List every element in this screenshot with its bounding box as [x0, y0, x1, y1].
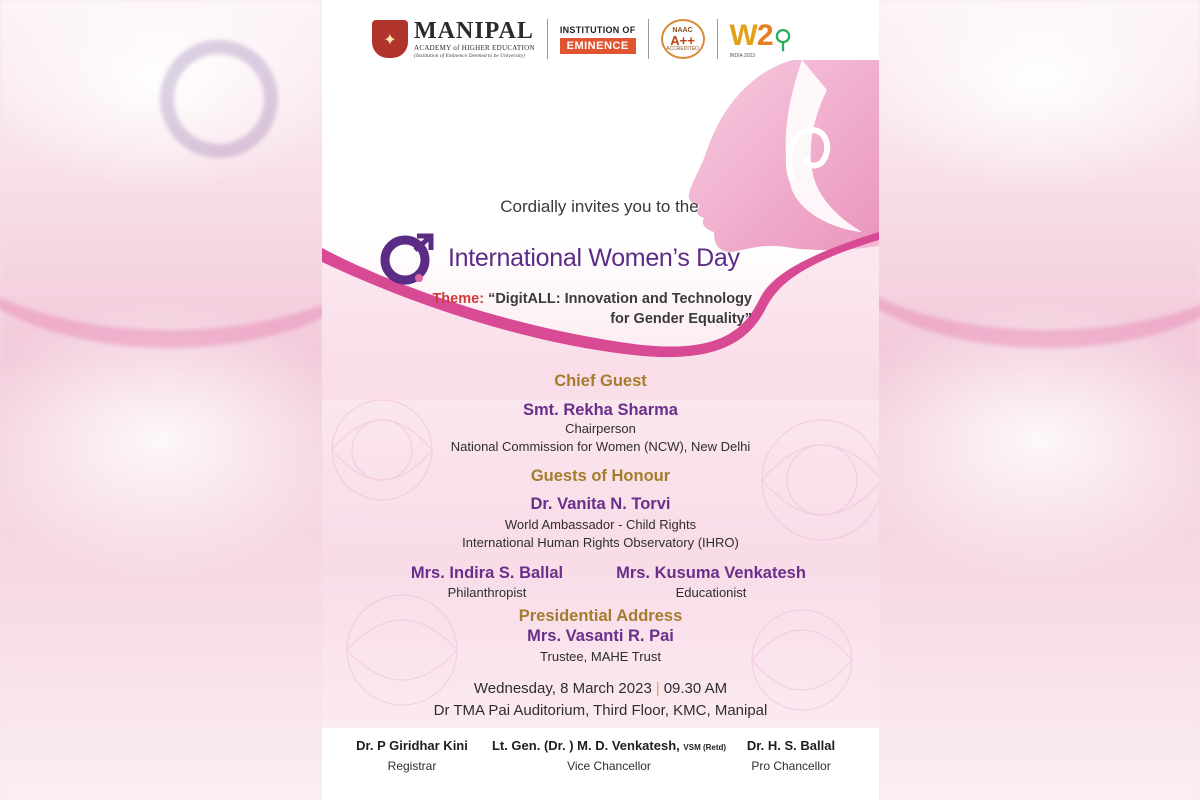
event-datetime	[322, 680, 879, 697]
ioe-top-text: INSTITUTION OF	[559, 24, 636, 35]
presidential-address-heading: Presidential Address	[518, 607, 683, 625]
theme-line2: for Gender Equality”	[610, 311, 752, 327]
naac-title: NAAC	[672, 26, 693, 34]
blurred-background-left	[0, 0, 322, 800]
signatories	[322, 738, 879, 778]
guest-name: Mrs. Indira S. Ballal	[410, 564, 564, 582]
invite-text: Cordially invites you to the	[500, 197, 699, 216]
guest-org: International Human Rights Observatory (IHRO)	[462, 535, 739, 550]
institution-of-eminence-logo	[560, 25, 636, 54]
presidential-name: Mrs. Vasanti R. Pai	[527, 627, 674, 645]
w20-subtext: INDIA 2023	[729, 53, 756, 59]
guest-name: Dr. Vanita N. Torvi	[530, 495, 671, 513]
invitation-poster	[322, 0, 879, 800]
chief-guest-name: Smt. Rekha Sharma	[523, 401, 678, 419]
guests-of-honour-heading: Guests of Honour	[530, 467, 671, 485]
signatory-vice-chancellor	[490, 738, 728, 773]
signatory-role: Vice Chancellor	[567, 759, 651, 773]
manipal-tagline: (Institution of Eminence Deemed to be University)	[414, 52, 525, 59]
blurred-background-right	[878, 0, 1200, 800]
presidential-role: Trustee, MAHE Trust	[540, 649, 661, 664]
logo-divider	[547, 19, 548, 59]
guest-role: World Ambassador - Child Rights	[504, 517, 697, 532]
naac-grade: A++	[670, 32, 695, 48]
signatory-role: Pro Chancellor	[751, 759, 831, 773]
guest-pair-left	[394, 564, 580, 601]
ioe-bottom-text: EMINENCE	[560, 38, 636, 54]
signatory-suffix: VSM (Retd)	[683, 743, 727, 752]
event-date: Wednesday, 8 March 2023	[473, 680, 652, 697]
manipal-logo	[372, 19, 535, 60]
w20-letter: W	[729, 19, 757, 52]
chief-guest-org: National Commission for Women (NCW), New Delhi	[450, 439, 751, 454]
theme-label: Theme:	[432, 291, 485, 307]
theme-line1: “DigitALL: Innovation and Technology	[488, 291, 752, 307]
manipal-name: MANIPAL	[414, 17, 534, 44]
theme-text	[422, 289, 752, 329]
naac-ring-icon	[661, 19, 705, 59]
guest-role: Philanthropist	[447, 585, 527, 600]
chief-guest-role: Chairperson	[565, 421, 636, 436]
signatory-pro-chancellor	[726, 738, 856, 773]
logo-divider	[717, 19, 718, 59]
signatory-name: Dr. P Giridhar Kini	[356, 738, 468, 753]
manipal-crest-icon: ✦	[372, 20, 408, 58]
logo-divider	[648, 19, 649, 59]
chief-guest-heading: Chief Guest	[554, 372, 647, 390]
w20-logo	[730, 19, 793, 59]
naac-accredited: ACCREDITED	[666, 45, 699, 52]
guest-role: Educationist	[675, 585, 747, 600]
w20-number: 2	[756, 19, 773, 52]
event-time: 09.30 AM	[663, 680, 728, 697]
w20-venus-icon: ⚲	[773, 23, 793, 54]
naac-badge	[661, 19, 705, 59]
logo-header	[372, 14, 793, 64]
blurred-logo-ghost	[160, 40, 278, 158]
event-title: International Women’s Day	[448, 244, 740, 272]
guest-pair-right	[606, 564, 816, 601]
manipal-subtitle: ACADEMY of HIGHER EDUCATION	[414, 43, 535, 52]
guest-name: Mrs. Kusuma Venkatesh	[616, 564, 806, 582]
signatory-name: Lt. Gen. (Dr. ) M. D. Venkatesh,	[491, 738, 680, 753]
iwd-venus-logo-icon	[379, 230, 435, 286]
signatory-registrar	[342, 738, 482, 773]
signatory-name: Dr. H. S. Ballal	[746, 738, 836, 753]
signatory-role: Registrar	[387, 759, 437, 773]
event-separator: |	[655, 680, 660, 697]
event-venue: Dr TMA Pai Auditorium, Third Floor, KMC, Manipal	[433, 702, 768, 719]
